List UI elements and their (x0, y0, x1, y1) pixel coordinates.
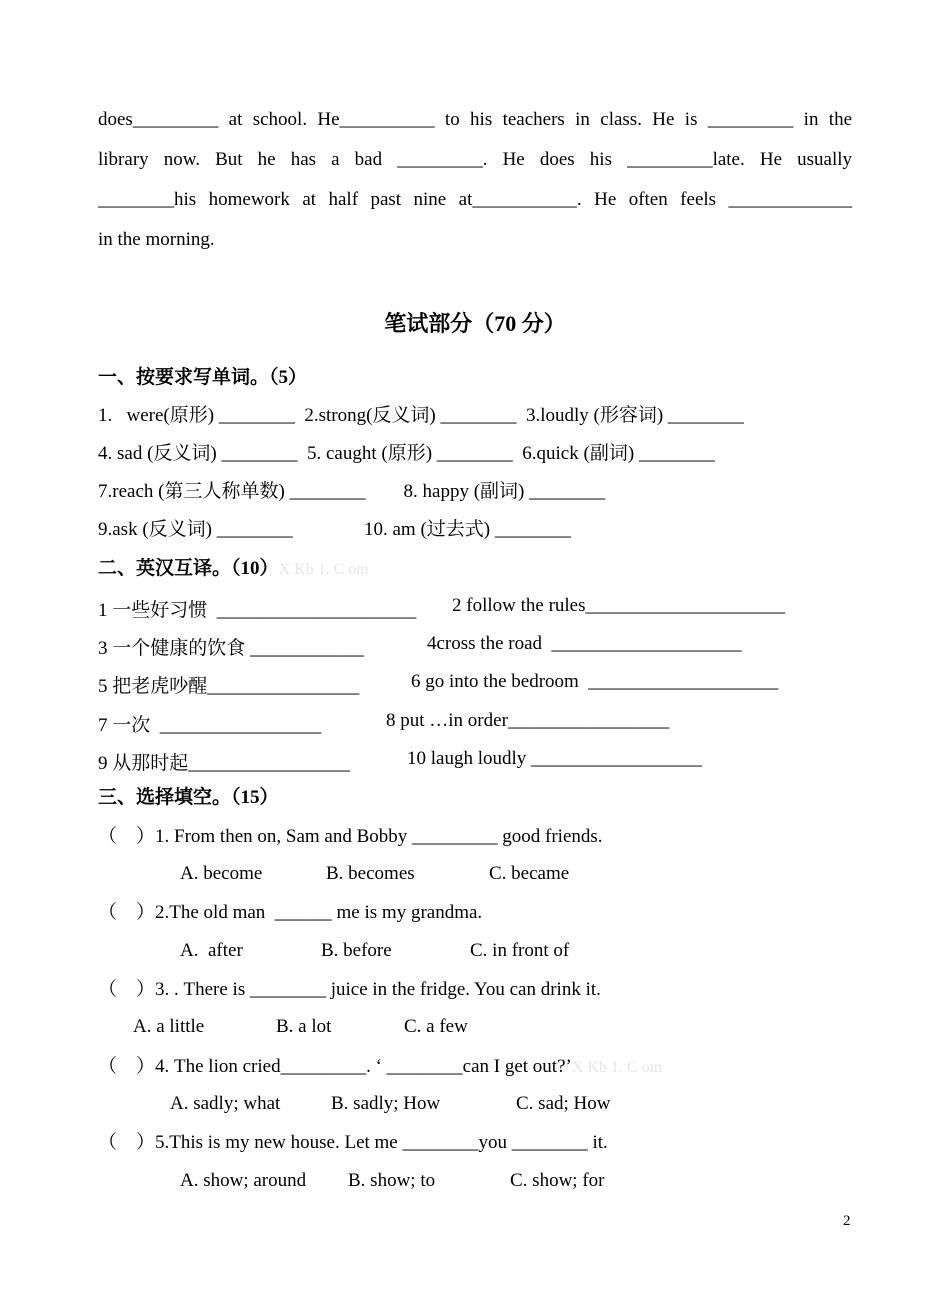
section2-heading-line (98, 557, 369, 582)
section2-row5-left: 9 从那时起_________________ (98, 753, 350, 774)
q3-option-c: C. a few (404, 1016, 468, 1037)
q4-option-a: A. sadly; what (170, 1093, 281, 1114)
written-section-title: 笔试部分（70 分） (384, 311, 566, 336)
section2-heading: 二、英汉互译。（10） (98, 558, 279, 579)
section1-row-1: 1. were(原形) ________ 2.strong(反义词) ________ 3.loudly (形容词) ________ (98, 405, 744, 426)
question-4: （ ）4. The lion cried_________. ‘ ________can I get out?’ (98, 1056, 572, 1077)
watermark-text: X Kb 1. C om (278, 561, 369, 578)
q4-option-b: B. sadly; How (331, 1093, 441, 1114)
q1-option-a: A. become (180, 863, 263, 884)
section2-row4-right: 8 put …in order_________________ (386, 710, 670, 731)
q5-option-c: C. show; for (510, 1170, 605, 1191)
section2-row2-left: 3 一个健康的饮食 ____________ (98, 638, 365, 659)
section2-row2-right: 4cross the road ____________________ (427, 633, 742, 654)
section2-row5-right: 10 laugh loudly __________________ (407, 748, 703, 769)
passage-line-2: library now. But he has a bad _________. He does his _________late. He usually (98, 149, 852, 170)
q2-option-b: B. before (321, 940, 392, 961)
q2-option-a: A. after (180, 940, 243, 961)
section2-row1-left: 1 一些好习惯 _____________________ (98, 600, 417, 621)
section1-heading: 一、按要求写单词。（5） (98, 367, 308, 388)
section1-row-2: 4. sad (反义词) ________ 5. caught (原形) ________ 6.quick (副词) ________ (98, 443, 715, 464)
watermark-text-2: X Kb 1. C om (571, 1059, 663, 1076)
q3-option-b: B. a lot (276, 1016, 332, 1037)
question-2: （ ）2.The old man ______ me is my grandma. (98, 902, 483, 923)
q1-option-b: B. becomes (326, 863, 415, 884)
q2-option-c: C. in front of (470, 940, 570, 961)
question-3: （ ）3. . There is ________ juice in the fridge. You can drink it. (98, 979, 601, 1000)
section2-row3-left: 5 把老虎吵醒________________ (98, 676, 360, 697)
question-4-line (98, 1055, 662, 1080)
section2-row4-left: 7 一次 _________________ (98, 715, 322, 736)
q3-option-a: A. a little (133, 1016, 205, 1037)
page-number: 2 (843, 1213, 851, 1229)
section2-row3-right: 6 go into the bedroom ____________________ (411, 671, 779, 692)
question-1: （ ）1. From then on, Sam and Bobby _________ good friends. (98, 826, 603, 847)
q4-option-c: C. sad; How (516, 1093, 611, 1114)
passage-line-1: does_________ at school. He__________ to his teachers in class. He is _________ in the (98, 109, 852, 130)
q5-option-a: A. show; around (180, 1170, 307, 1191)
section1-row-4: 9.ask (反义词) ________ 10. am (过去式) ________ (98, 519, 571, 540)
q5-option-b: B. show; to (348, 1170, 436, 1191)
passage-line-4: in the morning. (98, 229, 215, 250)
passage-line-3: ________his homework at half past nine at___________. He often feels _____________ (98, 189, 852, 210)
q1-option-c: C. became (489, 863, 570, 884)
section3-heading: 三、选择填空。（15） (98, 787, 279, 808)
question-5: （ ）5.This is my new house. Let me ________you ________ it. (98, 1132, 608, 1153)
section2-row1-right: 2 follow the rules_____________________ (452, 595, 786, 616)
section1-row-3: 7.reach (第三人称单数) ________ 8. happy (副词) ________ (98, 481, 606, 502)
